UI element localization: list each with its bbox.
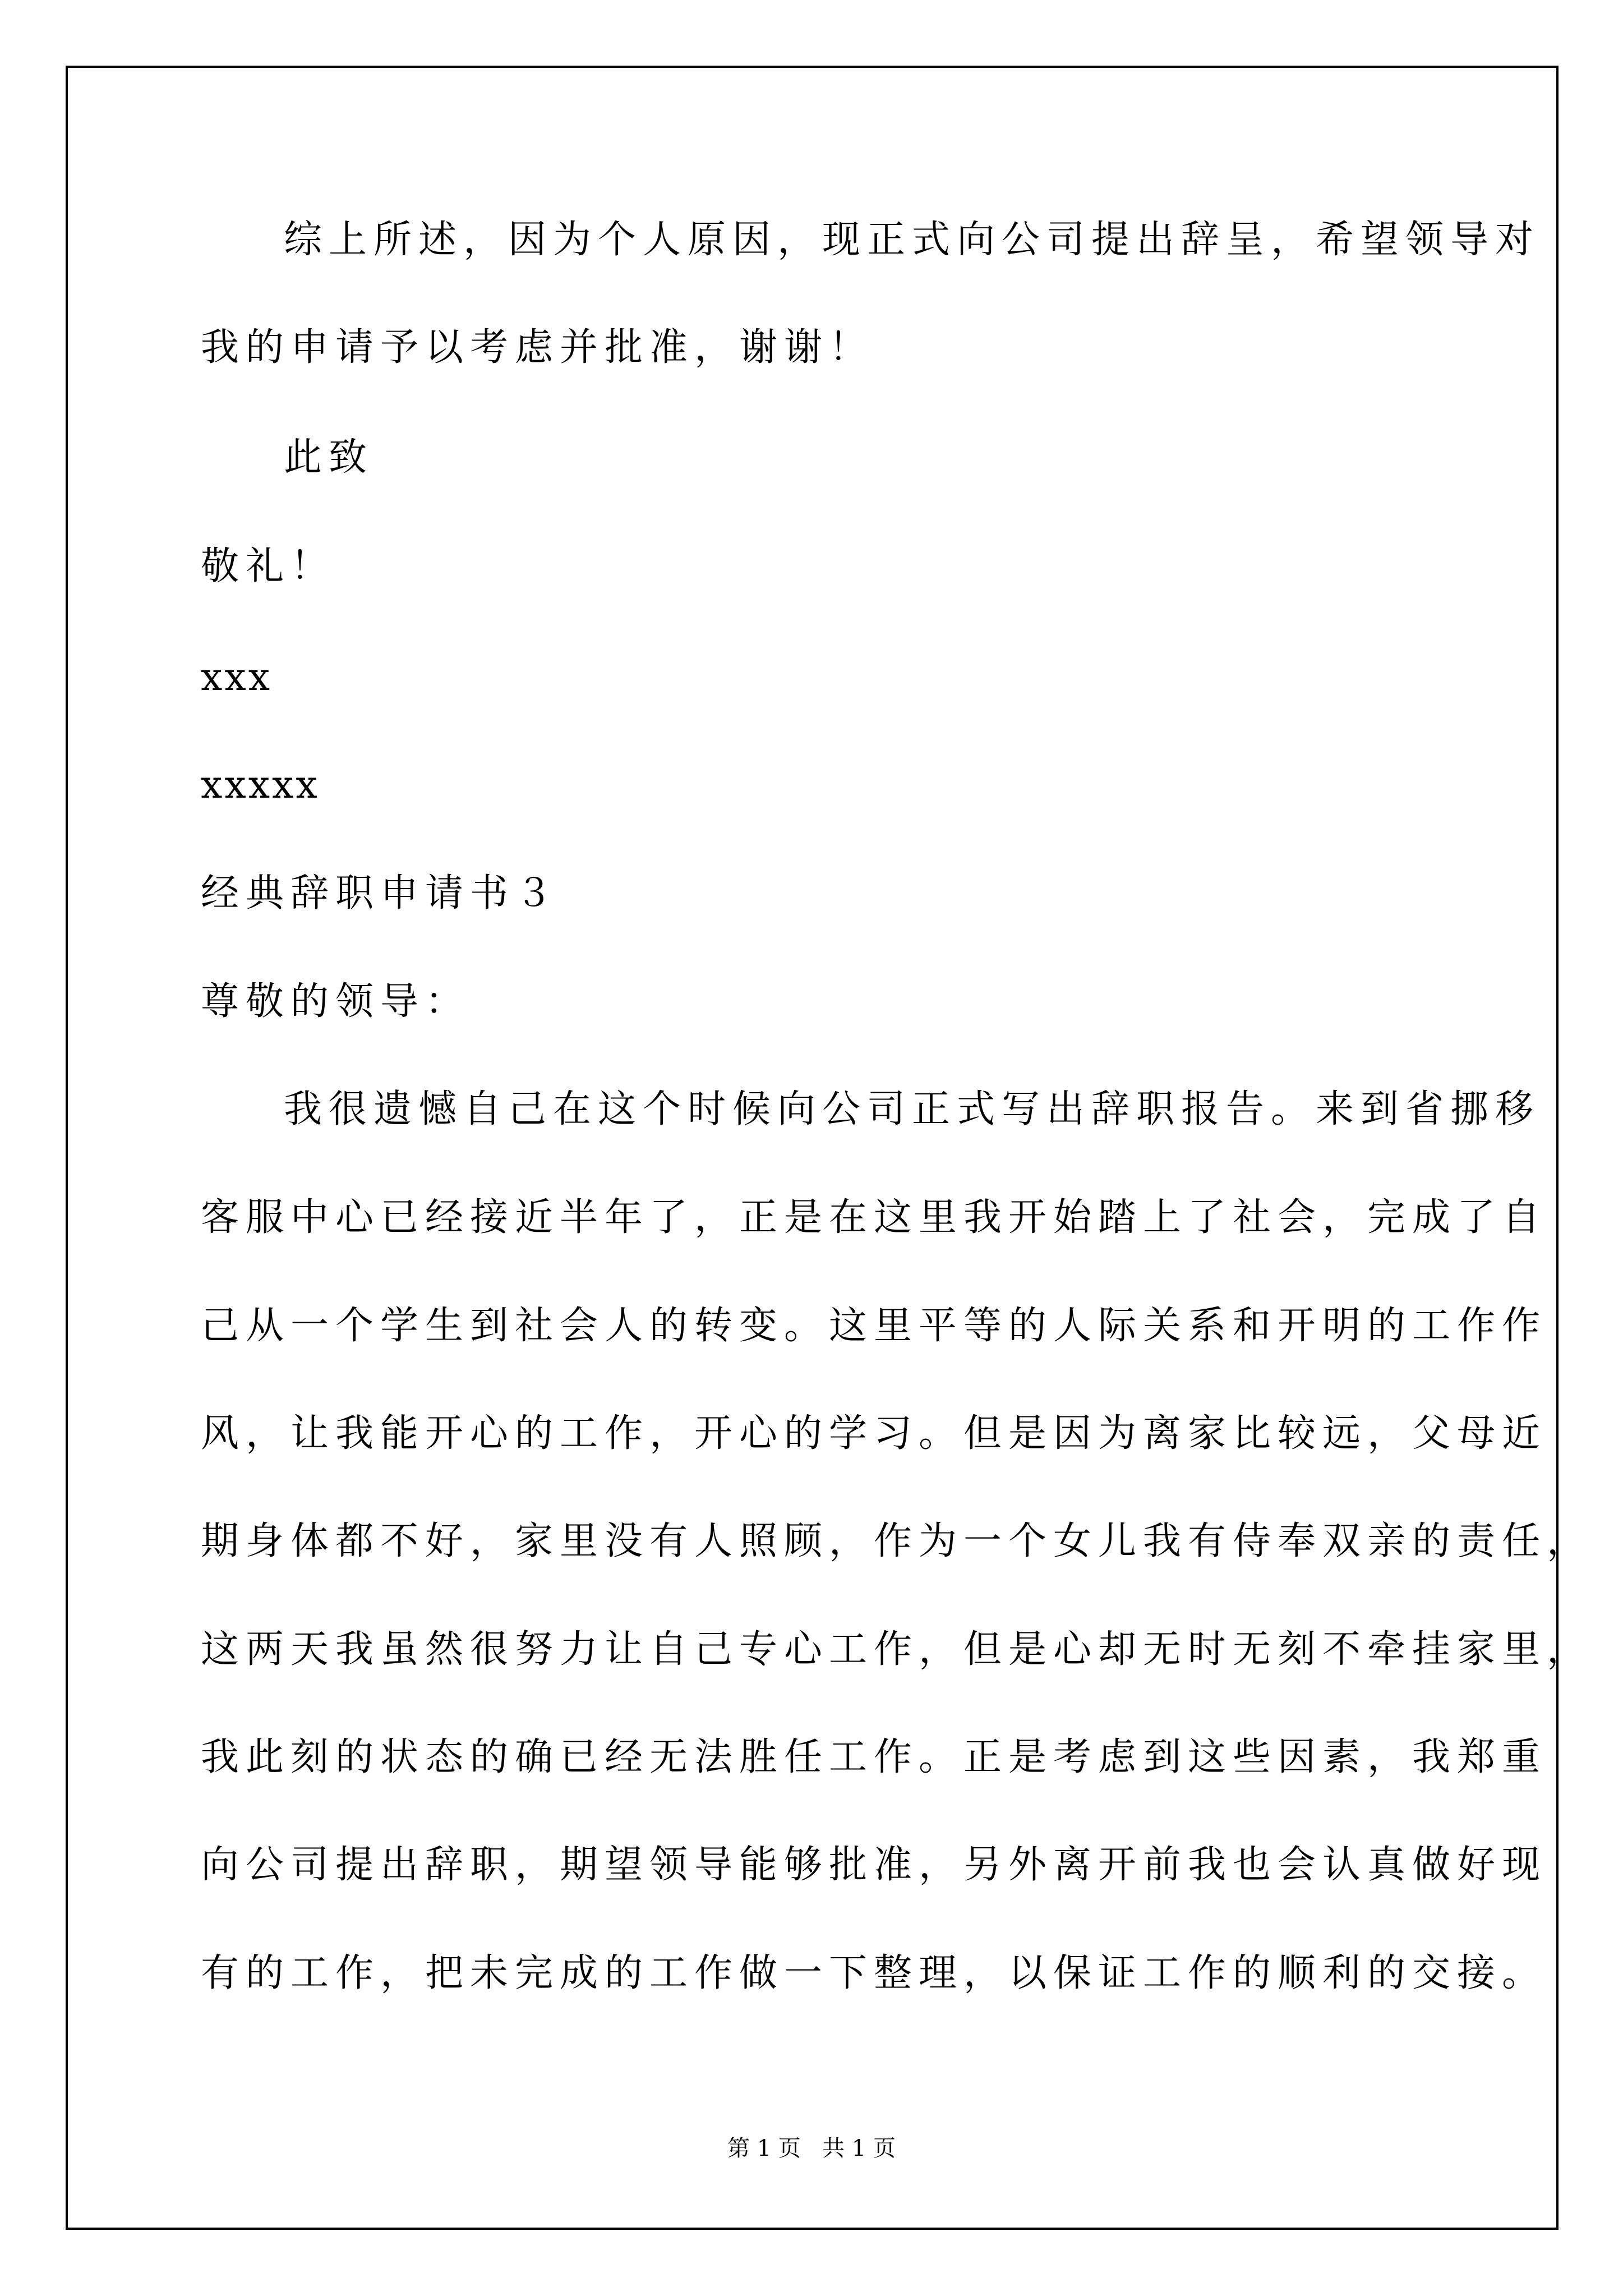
section-title: 经典辞职申请书３ (201, 871, 560, 915)
signature-date: xxxxx (201, 763, 320, 807)
body-line-3: 己从一个学生到社会人的转变。这里平等的人际关系和开明的工作作 (201, 1304, 1547, 1348)
body-line-9: 有的工作，把未完成的工作做一下整理，以保证工作的顺利的交接。 (201, 1951, 1547, 1995)
closing-salutation: 此致 (284, 435, 374, 480)
body-line-4: 风，让我能开心的工作，开心的学习。但是因为离家比较远，父母近 (201, 1411, 1547, 1456)
body-line-7: 我此刻的状态的确已经无法胜任工作。正是考虑到这些因素，我郑重 (201, 1735, 1547, 1779)
body-line-6: 这两天我虽然很努力让自己专心工作，但是心却无时无刻不牵挂家里， (201, 1627, 1592, 1672)
body-line-2: 客服中心已经接近半年了，正是在这里我开始踏上了社会，完成了自 (201, 1195, 1547, 1240)
paragraph-line-conclusion-2: 我的申请予以考虑并批准，谢谢！ (201, 325, 874, 370)
body-line-8: 向公司提出辞职，期望领导能够批准，另外离开前我也会认真做好现 (201, 1843, 1547, 1887)
closing-regards: 敬礼！ (201, 544, 336, 588)
body-line-5: 期身体都不好，家里没有人照顾，作为一个女儿我有侍奉双亲的责任， (201, 1519, 1592, 1563)
paragraph-line-conclusion-1: 综上所述，因为个人原因，现正式向公司提出辞呈，希望领导对 (284, 218, 1541, 262)
signature-name: xxx (201, 655, 273, 700)
letter-greeting: 尊敬的领导： (201, 979, 471, 1024)
body-line-1: 我很遗憾自己在这个时候向公司正式写出辞职报告。来到省挪移 (284, 1087, 1541, 1131)
page-border (66, 66, 1559, 2230)
page-number-footer: 第 1 页 共 1 页 (727, 2136, 896, 2161)
